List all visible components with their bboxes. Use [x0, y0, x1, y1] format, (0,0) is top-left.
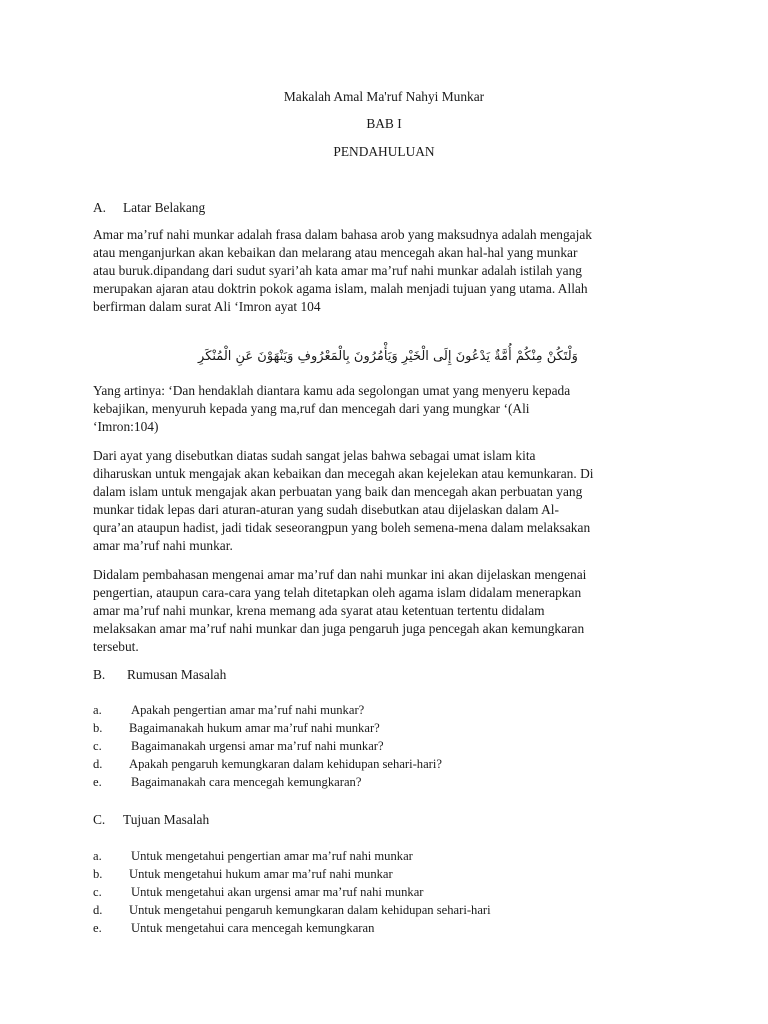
- section-a-title: Latar Belakang: [123, 200, 206, 215]
- rumusan-masalah-list: [93, 701, 683, 791]
- text-line: atau menganjurkan akan kebaikan dan melarang atau mencegah akan hal-hal yang munkar: [93, 245, 578, 260]
- list-item: [93, 865, 683, 883]
- list-item-text: Bagaimanakah hukum amar ma’ruf nahi munkar?: [129, 721, 380, 735]
- text-line: Didalam pembahasan mengenai amar ma’ruf dan nahi munkar ini akan dijelaskan mengenai: [93, 567, 587, 582]
- list-item-text: Untuk mengetahui hukum amar ma’ruf nahi munkar: [129, 867, 393, 881]
- paragraph-latar-belakang-2: [93, 447, 683, 555]
- section-a-label: A.: [93, 200, 107, 215]
- text-line: amar ma’ruf nahi munkar, krena memang ada syarat atau ketentuan tertentu didalam: [93, 603, 545, 618]
- text-line: Yang artinya: ‘Dan hendaklah diantara kamu ada segolongan umat yang menyeru kepada: [93, 383, 571, 398]
- list-item-text: Untuk mengetahui akan urgensi amar ma’ruf nahi munkar: [131, 885, 424, 899]
- list-marker: c.: [93, 885, 102, 899]
- text-line: tersebut.: [93, 639, 139, 654]
- chapter-title: PENDAHULUAN: [333, 144, 435, 159]
- list-item-text: Apakah pengertian amar ma’ruf nahi munkar?: [131, 703, 365, 717]
- list-item: [93, 755, 683, 773]
- list-item: [93, 919, 683, 937]
- chapter-number: BAB I: [366, 116, 402, 131]
- list-item: [93, 719, 683, 737]
- list-marker: a.: [93, 703, 102, 717]
- section-c-heading: [93, 811, 683, 829]
- list-item-text: Bagaimanakah cara mencegah kemungkaran?: [131, 775, 362, 789]
- section-c-label: C.: [93, 812, 106, 827]
- text-line: munkar tidak lepas dari aturan-aturan yang sudah disebutkan atau dijelaskan dalam Al-: [93, 502, 559, 517]
- text-line: qura’an ataupun hadist, jadi tidak seseorangpun yang boleh semena-mena dalam melaksakan: [93, 520, 591, 535]
- tujuan-masalah-list: [93, 847, 683, 937]
- arabic-verse: وَلْتَكُنْ مِنْكُمْ أُمَّةٌ يَدْعُونَ إِلَى الْخَيْرِ وَيَأْمُرُونَ بِالْمَعْرُوفِ وَيَنْهَوْنَ عَنِ الْمُنْكَرِ: [198, 349, 578, 364]
- list-item: [93, 701, 683, 719]
- text-line: merupakan ajaran atau doktrin pokok agama islam, malah menjadi tujuan yang utama. Allah: [93, 281, 588, 296]
- section-a-heading: [93, 199, 683, 217]
- paragraph-latar-belakang-3: [93, 566, 683, 656]
- list-item: [93, 883, 683, 901]
- list-marker: d.: [93, 903, 103, 917]
- paragraph-translation: [93, 382, 683, 436]
- list-item: [93, 847, 683, 865]
- text-line: ‘Imron:104): [93, 419, 159, 434]
- document-title: Makalah Amal Ma'ruf Nahyi Munkar: [283, 89, 485, 104]
- text-line: berfirman dalam surat Ali ‘Imron ayat 104: [93, 299, 321, 314]
- text-line: diharuskan untuk mengajak akan kebaikan dan mecegah akan kejelekan atau kemunkaran. Di: [93, 466, 594, 481]
- text-line: amar ma’ruf nahi munkar.: [93, 538, 233, 553]
- list-item-text: Untuk mengetahui pengaruh kemungkaran dalam kehidupan sehari-hari: [129, 903, 491, 917]
- section-b-heading: [93, 666, 683, 684]
- list-marker: a.: [93, 849, 102, 863]
- text-line: melaksakan amar ma’ruf nahi munkar dan juga pengaruh juga pencegah akan kemungkaran: [93, 621, 585, 636]
- text-line: pengertian, ataupun cara-cara yang telah ditetapkan oleh agama islam didalam menerapkan: [93, 585, 582, 600]
- list-marker: b.: [93, 721, 103, 735]
- text-line: dalam islam untuk mengajak akan perbuatan yang baik dan mencegah akan perbuatan yang: [93, 484, 583, 499]
- list-marker: d.: [93, 757, 103, 771]
- list-marker: e.: [93, 921, 102, 935]
- list-item: [93, 901, 683, 919]
- section-c-title: Tujuan Masalah: [123, 812, 210, 827]
- text-line: Amar ma’ruf nahi munkar adalah frasa dalam bahasa arob yang maksudnya adalah mengajak: [93, 227, 592, 242]
- list-marker: b.: [93, 867, 103, 881]
- list-item: [93, 737, 683, 755]
- text-line: kebajikan, menyuruh kepada yang ma,ruf dan mencegah dari yang mungkar ‘(Ali: [93, 401, 530, 416]
- list-item-text: Bagaimanakah urgensi amar ma’ruf nahi munkar?: [131, 739, 384, 753]
- list-marker: c.: [93, 739, 102, 753]
- section-b-label: B.: [93, 667, 106, 682]
- paragraph-latar-belakang-1: [93, 226, 683, 316]
- text-line: Dari ayat yang disebutkan diatas sudah sangat jelas bahwa sebagai umat islam kita: [93, 448, 536, 463]
- text-line: atau buruk.dipandang dari sudut syari’ah kata amar ma’ruf nahi munkar adalah istilah yang: [93, 263, 582, 278]
- list-item-text: Apakah pengaruh kemungkaran dalam kehidupan sehari-hari?: [129, 757, 442, 771]
- list-item: [93, 773, 683, 791]
- section-b-title: Rumusan Masalah: [127, 667, 227, 682]
- list-marker: e.: [93, 775, 102, 789]
- list-item-text: Untuk mengetahui cara mencegah kemungkaran: [131, 921, 375, 935]
- list-item-text: Untuk mengetahui pengertian amar ma’ruf nahi munkar: [131, 849, 413, 863]
